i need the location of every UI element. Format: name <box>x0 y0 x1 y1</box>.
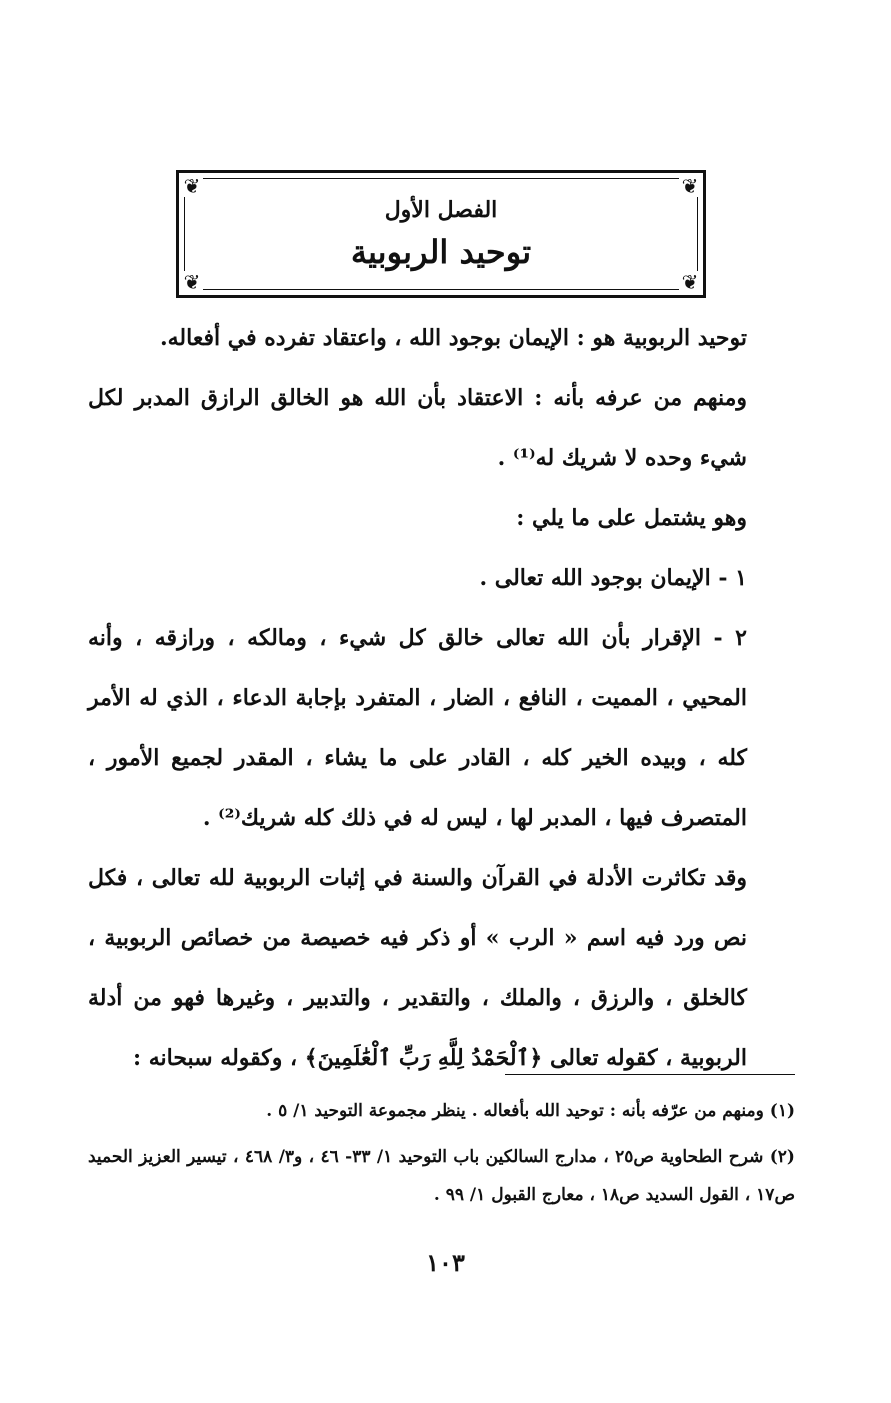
list-item-2: ٢ - الإقرار بأن الله تعالى خالق كل شيء ، ومالكه ، ورازقه ، وأنه المحيي ، المميت ، النافع ، الضار ، المتفرد بإجابة الدعاء ، الذي له الأمر كله ، وبيده الخير كله ، القادر على ما يشاء ، المقدر لجميع الأمور ، المتصرف فيها ، المدبر لها ، ليس له في ذلك كله شريك⁽²⁾ . <box>88 625 747 831</box>
ornament-icon: ❦ <box>181 175 203 197</box>
footnote-2: (٢) شرح الطحاوية ص٢٥ ، مدارج السالكين باب التوحيد ١/ ٣٣- ٤٦ ، و٣/ ٤٦٨ ، تيسير العزيز الحميد ص١٧ ، القول السديد ص١٨ ، معارج القبول ١/ ٩٩ . <box>88 1147 795 1205</box>
ornament-icon: ❦ <box>679 175 701 197</box>
footnote-1: (١) ومنهم من عرّفه بأنه : توحيد الله بأفعاله . ينظر مجموعة التوحيد ١/ ٥ . <box>266 1101 795 1121</box>
paragraph-evidence: وقد تكاثرت الأدلة في القرآن والسنة في إثبات الربوبية لله تعالى ، فكل نص ورد فيه اسم « الرب » أو ذكر فيه خصيصة من خصائص الربوبية ، كالخلق ، والرزق ، والملك ، والتقدير ، والتدبير ، وغيرها فهو من أدلة الربوبية ، كقوله تعالى ﴿ٱلْحَمْدُ لِلَّهِ رَبِّ ٱلْعَٰلَمِينَ﴾ ، وكقوله سبحانه : <box>88 865 747 1071</box>
ornament-icon: ❦ <box>679 271 701 293</box>
footnotes <box>88 1092 795 1222</box>
chapter-label: الفصل الأول <box>384 197 498 223</box>
paragraph-includes: وهو يشتمل على ما يلي : <box>516 505 747 531</box>
chapter-title: توحيد الربوبية <box>350 233 532 271</box>
list-item-1: ١ - الإيمان بوجود الله تعالى . <box>479 565 747 591</box>
footnote-divider <box>505 1074 795 1075</box>
body-text <box>88 308 773 1088</box>
ornament-icon: ❦ <box>181 271 203 293</box>
paragraph-definition: توحيد الربوبية هو : الإيمان بوجود الله ، واعتقاد تفرده في أفعاله. <box>159 325 747 351</box>
chapter-title-box <box>176 170 706 298</box>
page-number: ١٠٣ <box>426 1248 465 1277</box>
paragraph-alt-definition: ومنهم من عرفه بأنه : الاعتقاد بأن الله هو الخالق الرازق المدبر لكل شيء وحده لا شريك له⁽¹⁾ . <box>88 385 747 471</box>
